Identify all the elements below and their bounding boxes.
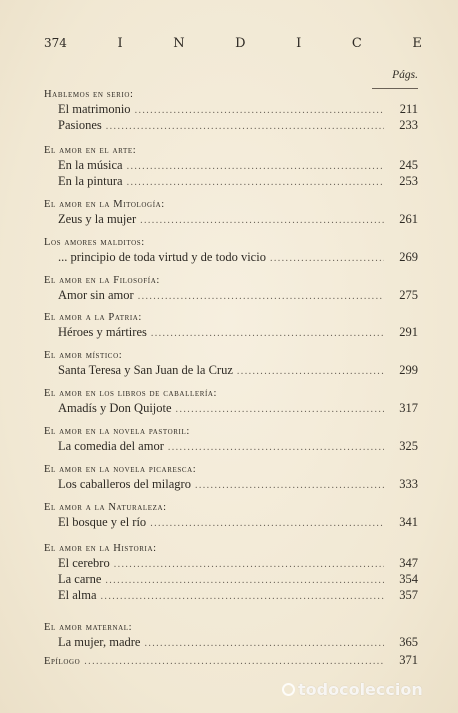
leader-dots: [127, 159, 384, 174]
leader-dots: [106, 119, 384, 134]
section-title: El amor en la Mitología:: [44, 199, 165, 210]
section-title: El amor a la Naturaleza:: [44, 502, 167, 513]
leader-dots: [151, 326, 384, 341]
toc-section: [44, 463, 418, 493]
entry-title: La comedia del amor: [58, 439, 164, 453]
entry-page-number: 211: [399, 102, 418, 116]
toc-section: [44, 144, 418, 190]
toc-entry[interactable]: [44, 515, 418, 531]
entry-page-number: 253: [399, 174, 418, 188]
toc-entry[interactable]: [44, 588, 418, 604]
entry-title: La carne: [58, 572, 102, 586]
entry-title: El alma: [58, 588, 97, 602]
toc-entry[interactable]: [44, 572, 418, 588]
entry-title: El bosque y el río: [58, 515, 147, 529]
toc-section: [44, 236, 418, 266]
leader-dots: [195, 478, 384, 493]
toc-section: [44, 501, 418, 531]
toc-entry-epilogo[interactable]: [44, 653, 418, 669]
entry-page-number: 299: [399, 363, 418, 377]
entry-title: Los caballeros del milagro: [58, 477, 191, 491]
entry-title: En la pintura: [58, 174, 123, 188]
section-title: El amor en la Filosofía:: [44, 275, 160, 286]
toc-entry[interactable]: [44, 556, 418, 572]
toc-section: [44, 387, 418, 417]
toc-section: [44, 425, 418, 455]
toc-entry[interactable]: [44, 174, 418, 190]
leader-dots: [101, 589, 384, 604]
entry-page-number: 365: [399, 635, 418, 649]
section-title: Hablemos en serio:: [44, 89, 134, 100]
watermark-logo-icon: [282, 683, 295, 696]
leader-dots: [84, 654, 384, 669]
section-title: Epílogo: [44, 656, 81, 667]
entry-page-number: 269: [399, 250, 418, 264]
toc-section: [44, 311, 418, 341]
toc-entry[interactable]: [44, 158, 418, 174]
leader-dots: [114, 557, 384, 572]
leader-dots: [150, 516, 384, 531]
toc-entry[interactable]: [44, 250, 418, 266]
entry-title: En la música: [58, 158, 123, 172]
header-letter: E: [412, 36, 422, 51]
toc-section: [44, 198, 418, 228]
entry-title: Héroes y mártires: [58, 325, 147, 339]
section-title: El amor en los libros de caballería:: [44, 388, 218, 399]
entry-page-number: 341: [399, 515, 418, 529]
entry-page-number: 245: [399, 158, 418, 172]
entry-title: El cerebro: [58, 556, 110, 570]
entry-title: ... principio de toda virtud y de todo vicio: [58, 250, 266, 264]
leader-dots: [135, 103, 384, 118]
entry-title: Amadís y Don Quijote: [58, 401, 172, 415]
toc-entry[interactable]: [44, 325, 418, 341]
section-title: El amor místico:: [44, 350, 123, 361]
entry-title: Santa Teresa y San Juan de la Cruz: [58, 363, 233, 377]
entry-page-number: 233: [399, 118, 418, 132]
entry-title: El matrimonio: [58, 102, 131, 116]
toc-section: [44, 542, 418, 604]
toc-entry[interactable]: [44, 401, 418, 417]
toc-entry[interactable]: [44, 363, 418, 379]
entry-title: Amor sin amor: [58, 288, 134, 302]
entry-title: Pasiones: [58, 118, 102, 132]
watermark-text: todocoleccion: [298, 680, 423, 699]
toc-section: [44, 88, 418, 134]
entry-title: Zeus y la mujer: [58, 212, 137, 226]
leader-dots: [140, 213, 384, 228]
entry-page-number: 291: [399, 325, 418, 339]
toc-entry[interactable]: [44, 288, 418, 304]
header-letter: I: [117, 36, 123, 51]
toc-entry[interactable]: [44, 439, 418, 455]
entry-page-number: 317: [399, 401, 418, 415]
leader-dots: [270, 251, 384, 266]
header-letter: N: [173, 36, 185, 51]
leader-dots: [105, 573, 384, 588]
section-title: El amor en la novela picaresca:: [44, 464, 197, 475]
watermark: [282, 680, 423, 699]
toc-entry[interactable]: [44, 635, 418, 651]
header-letter: I: [296, 36, 302, 51]
header-letter: D: [235, 36, 246, 51]
section-title: El amor en la Historia:: [44, 543, 157, 554]
section-title: El amor en el arte:: [44, 145, 137, 156]
entry-page-number: 354: [399, 572, 418, 586]
leader-dots: [144, 636, 384, 651]
pages-column-label: Págs.: [392, 69, 418, 81]
toc-entry[interactable]: [44, 118, 418, 134]
entry-page-number: 357: [399, 588, 418, 602]
section-title: El amor maternal:: [44, 622, 133, 633]
section-title: El amor en la novela pastoril:: [44, 426, 190, 437]
entry-page-number: 261: [399, 212, 418, 226]
leader-dots: [168, 440, 384, 455]
toc-section: [44, 349, 418, 379]
leader-dots: [176, 402, 384, 417]
toc-section: [44, 274, 418, 304]
entry-page-number: 347: [399, 556, 418, 570]
entry-title: La mujer, madre: [58, 635, 141, 649]
page-header: [44, 36, 422, 56]
toc-section: [44, 621, 418, 651]
leader-dots: [127, 175, 384, 190]
entry-page-number: 371: [399, 653, 418, 667]
section-title: Los amores malditos:: [44, 237, 145, 248]
toc-entry[interactable]: [44, 212, 418, 228]
entry-page-number: 325: [399, 439, 418, 453]
entry-page-number: 275: [399, 288, 418, 302]
page-number: 374: [44, 36, 67, 50]
section-title: El amor a la Patria:: [44, 312, 142, 323]
entry-page-number: 333: [399, 477, 418, 491]
toc-entry[interactable]: [44, 102, 418, 118]
leader-dots: [138, 289, 384, 304]
leader-dots: [237, 364, 384, 379]
header-letter: C: [351, 36, 362, 51]
toc-entry[interactable]: [44, 477, 418, 493]
